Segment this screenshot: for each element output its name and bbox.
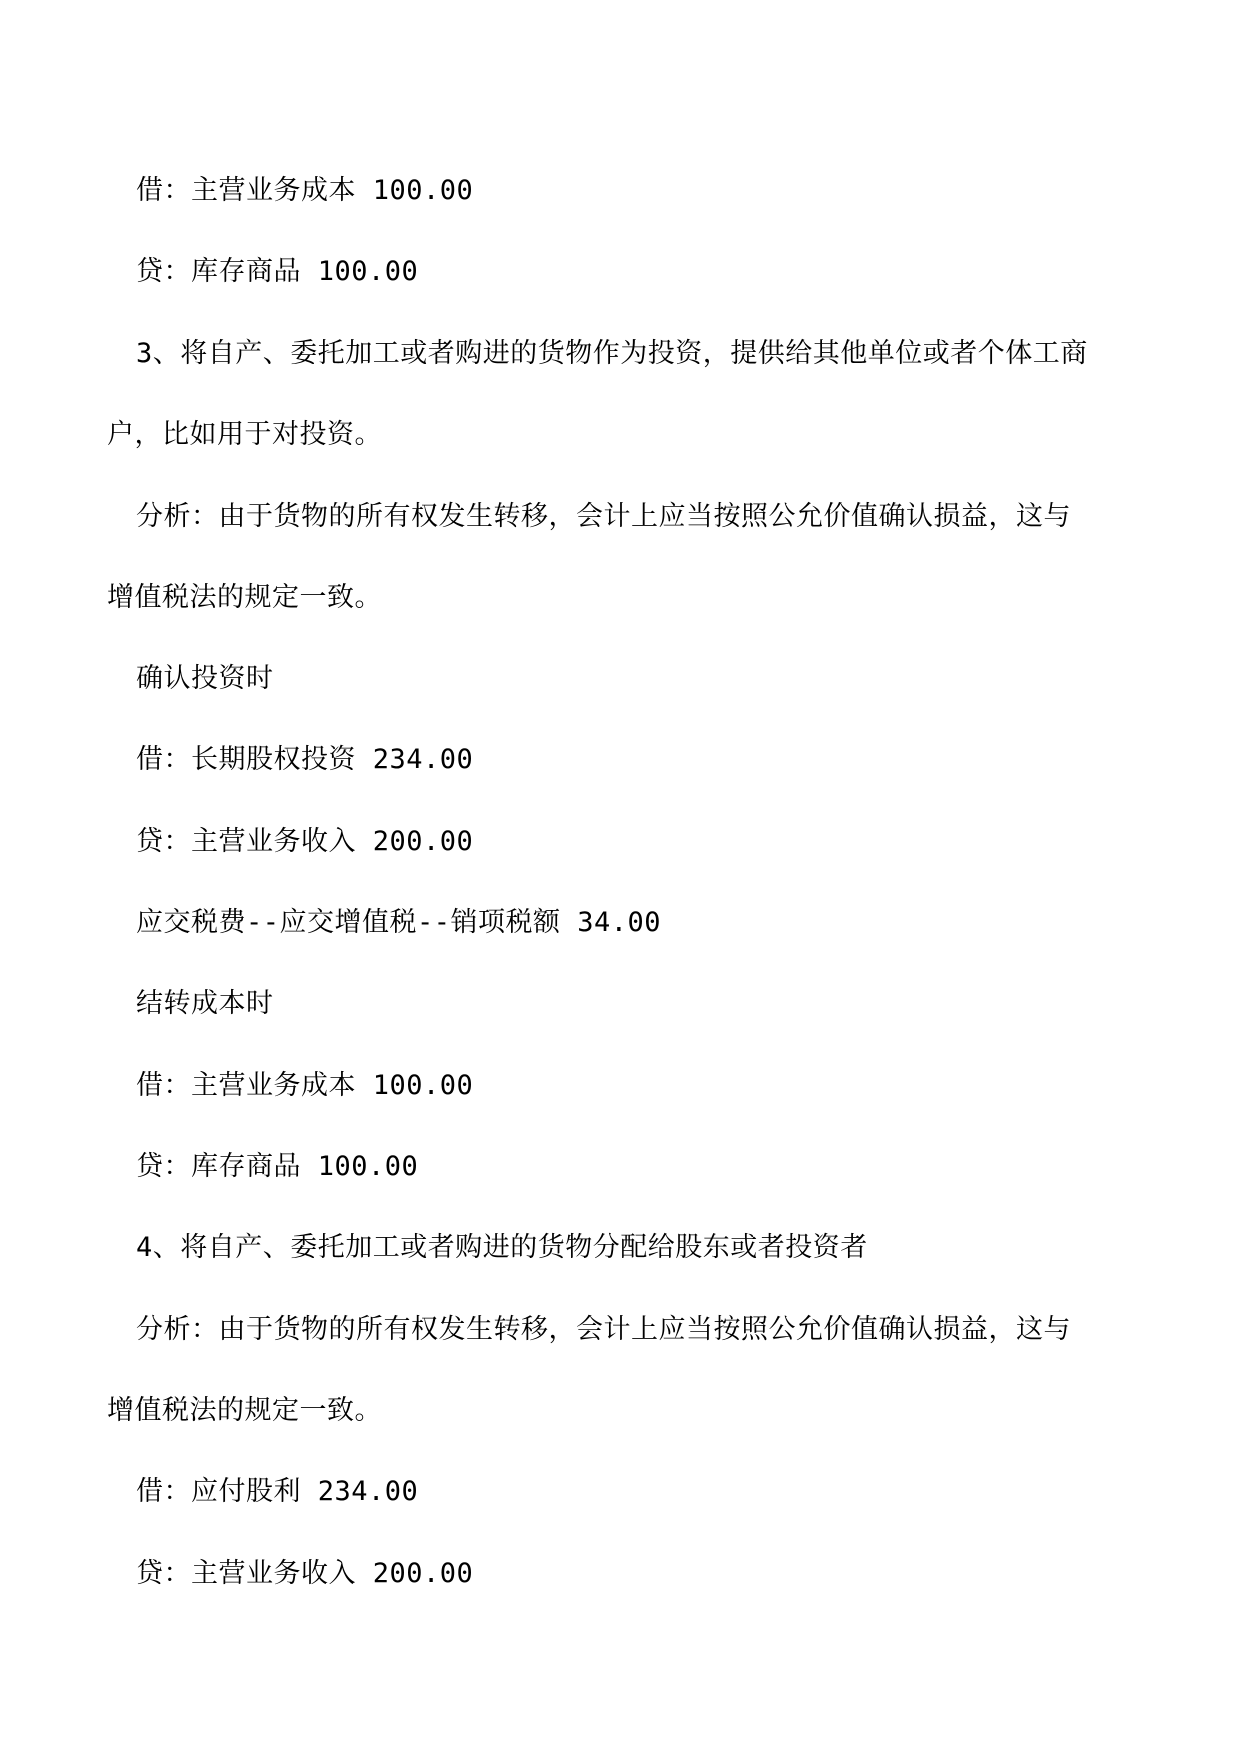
- subheading-confirm-investment: 确认投资时: [136, 663, 274, 694]
- journal-credit-line: 应交税费--应交增值税--销项税额 34.00: [136, 907, 662, 938]
- journal-credit-line: 贷：库存商品 100.00: [136, 256, 419, 287]
- journal-credit-line: 贷：主营业务收入 200.00: [136, 1558, 474, 1589]
- journal-debit-line: 借：主营业务成本 100.00: [136, 1070, 474, 1101]
- subheading-carry-over-cost: 结转成本时: [136, 988, 274, 1019]
- analysis-paragraph: 分析：由于货物的所有权发生转移，会计上应当按照公允价值确认损益，这与: [136, 1314, 1071, 1345]
- section-3-heading-continued: 户，比如用于对投资。: [107, 419, 382, 450]
- journal-debit-line: 借：长期股权投资 234.00: [136, 744, 474, 775]
- journal-debit-line: 借：应付股利 234.00: [136, 1476, 419, 1507]
- journal-debit-line: 借：主营业务成本 100.00: [136, 175, 474, 206]
- analysis-paragraph-continued: 增值税法的规定一致。: [107, 582, 382, 613]
- analysis-paragraph: 分析：由于货物的所有权发生转移，会计上应当按照公允价值确认损益，这与: [136, 501, 1071, 532]
- section-3-heading: 3、将自产、委托加工或者购进的货物作为投资，提供给其他单位或者个体工商: [136, 338, 1088, 369]
- analysis-paragraph-continued: 增值税法的规定一致。: [107, 1395, 382, 1426]
- section-4-heading: 4、将自产、委托加工或者购进的货物分配给股东或者投资者: [136, 1232, 868, 1263]
- journal-credit-line: 贷：库存商品 100.00: [136, 1151, 419, 1182]
- journal-credit-line: 贷：主营业务收入 200.00: [136, 826, 474, 857]
